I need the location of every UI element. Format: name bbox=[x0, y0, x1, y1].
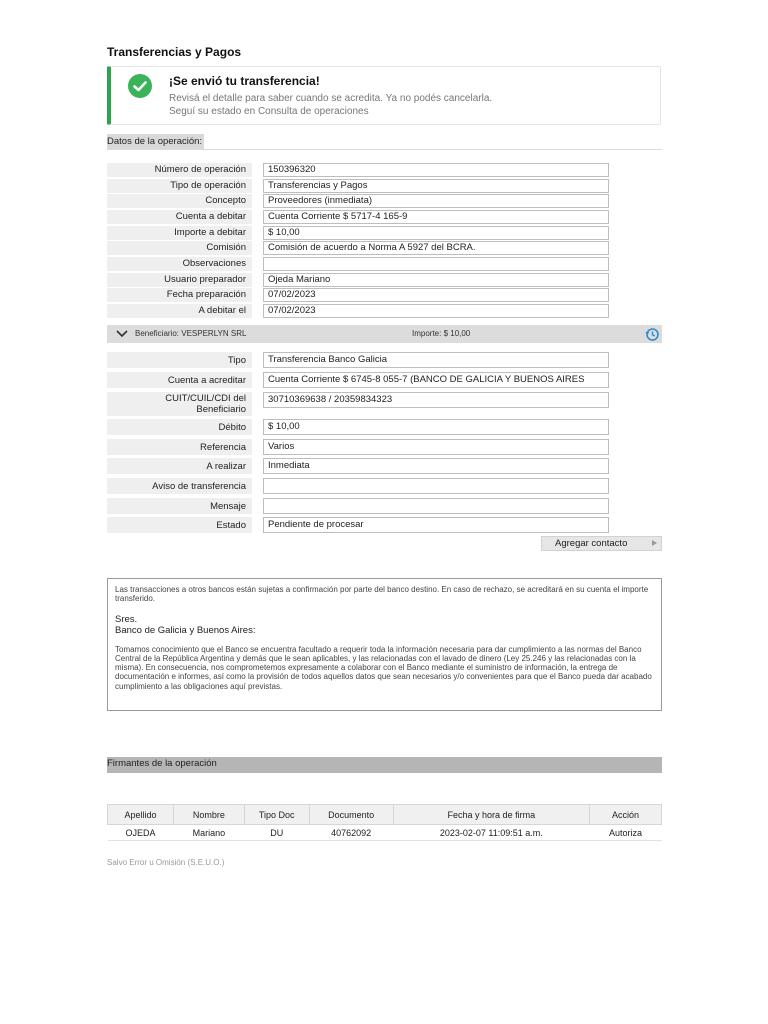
operation-section-header bbox=[107, 131, 662, 150]
arrow-right-icon bbox=[652, 540, 657, 546]
beneficiary-field-label-text: Aviso de transferencia bbox=[152, 480, 246, 492]
cell-accion: Autoriza bbox=[590, 825, 662, 841]
beneficiary-field-label bbox=[107, 392, 252, 416]
beneficiary-field-label-text: A realizar bbox=[206, 460, 246, 472]
notice-salutation: Sres. bbox=[115, 613, 138, 625]
col-apellido: Apellido bbox=[108, 805, 174, 825]
field-value: Proveedores (inmediata) bbox=[263, 194, 609, 208]
cell-nombre: Mariano bbox=[173, 825, 244, 841]
beneficiary-field-label bbox=[107, 439, 252, 455]
col-tipo-doc: Tipo Doc bbox=[244, 805, 309, 825]
beneficiary-field-value: Inmediata bbox=[263, 458, 609, 474]
field-label: Tipo de operación bbox=[107, 179, 252, 193]
beneficiary-field-value: Pendiente de procesar bbox=[263, 517, 609, 533]
field-label: Importe a debitar bbox=[107, 226, 252, 240]
beneficiary-bar[interactable] bbox=[107, 325, 662, 343]
field-label: Comisión bbox=[107, 241, 252, 255]
field-value: Cuenta Corriente $ 5717-4 165-9 bbox=[263, 210, 609, 224]
field-value: Comisión de acuerdo a Norma A 5927 del BCRA. bbox=[263, 241, 609, 255]
signers-section-title: Firmantes de la operación bbox=[107, 758, 217, 769]
cell-tipo-doc: DU bbox=[244, 825, 309, 841]
add-contact-label: Agregar contacto bbox=[555, 538, 628, 549]
signers-section-header bbox=[107, 757, 662, 773]
alert-status-link[interactable]: Seguí su estado en Consulta de operaciones bbox=[169, 106, 369, 117]
field-label: Número de operación bbox=[107, 163, 252, 177]
beneficiary-field-label bbox=[107, 498, 252, 514]
notice-confirmation-text: Las transacciones a otros bancos están sujetas a confirmación por parte del banco destino. En caso de rechazo, se acreditará en su cuenta el importe transferido. bbox=[115, 585, 649, 604]
beneficiary-field-label bbox=[107, 458, 252, 474]
notice-bank-name: Banco de Galicia y Buenos Aires: bbox=[115, 624, 256, 636]
col-accion: Acción bbox=[590, 805, 662, 825]
field-label: Observaciones bbox=[107, 257, 252, 271]
beneficiary-field-label-text: Mensaje bbox=[210, 500, 246, 512]
chevron-down-icon[interactable] bbox=[115, 328, 129, 340]
beneficiary-field-label bbox=[107, 352, 252, 368]
beneficiary-field-label bbox=[107, 517, 252, 533]
beneficiary-field-value bbox=[263, 498, 609, 514]
cell-apellido: OJEDA bbox=[108, 825, 174, 841]
beneficiary-field-label-text: Tipo bbox=[227, 354, 246, 366]
beneficiary-field-label-text: Cuenta a acreditar bbox=[167, 374, 246, 386]
table-header-row bbox=[108, 805, 662, 825]
cell-documento: 40762092 bbox=[309, 825, 393, 841]
beneficiary-field-label bbox=[107, 419, 252, 435]
notice-compliance-text: Tomamos conocimiento que el Banco se encuentra facultado a requerir toda la información necesaria para dar cumplimiento a las normas del Banco Central de la República Argentina y demás que le sean aplicables, y las relacionadas con el lavado de dinero (Ley 25.246 y las relacionadas con la misma). En consecuencia, nos comprometemos expresamente a colaborar con el Banco mediante el suministro de información, la entrega de documentación e informes, así como la provisión de todos aquellos datos que sean necesarios y/o convenientes para que el Banco pueda dar acabado cumplimiento a las obligaciones aquí previstas. bbox=[115, 644, 652, 691]
beneficiary-field-label-text: Débito bbox=[218, 421, 246, 433]
beneficiary-amount: Importe: $ 10,00 bbox=[412, 329, 471, 338]
field-value: 07/02/2023 bbox=[263, 304, 609, 318]
beneficiary-field-label bbox=[107, 372, 252, 388]
field-label: A debitar el bbox=[107, 304, 252, 318]
seuo-footer: Salvo Error u Omisión (S.E.U.O.) bbox=[107, 858, 225, 867]
check-circle-icon bbox=[128, 74, 152, 98]
page-title: Transferencias y Pagos bbox=[107, 45, 242, 59]
field-label: Concepto bbox=[107, 194, 252, 208]
field-value: Ojeda Mariano bbox=[263, 273, 609, 287]
beneficiary-field-value: $ 10,00 bbox=[263, 419, 609, 435]
legal-notice bbox=[107, 578, 662, 711]
success-alert bbox=[107, 66, 661, 125]
history-icon[interactable] bbox=[644, 326, 660, 342]
field-value: Transferencias y Pagos bbox=[263, 179, 609, 193]
alert-detail: Revisá el detalle para saber cuando se acredita. Ya no podés cancelarla. bbox=[169, 93, 493, 104]
add-contact-button[interactable] bbox=[541, 536, 662, 551]
field-label: Fecha preparación bbox=[107, 288, 252, 302]
beneficiary-field-value: 30710369638 / 20359834323 bbox=[263, 392, 609, 408]
beneficiary-field-label-text: CUIT/CUIL/CDI del Beneficiario bbox=[165, 393, 246, 415]
field-label: Cuenta a debitar bbox=[107, 210, 252, 224]
beneficiary-field-label-text: Referencia bbox=[200, 441, 246, 453]
cell-fecha-firma: 2023-02-07 11:09:51 a.m. bbox=[393, 825, 590, 841]
beneficiary-field-value: Varios bbox=[263, 439, 609, 455]
field-label: Usuario preparador bbox=[107, 273, 252, 287]
field-value: $ 10,00 bbox=[263, 226, 609, 240]
signers-table bbox=[107, 804, 662, 841]
col-nombre: Nombre bbox=[173, 805, 244, 825]
beneficiary-name: Beneficiario: VESPERLYN SRL bbox=[135, 329, 247, 338]
beneficiary-field-label-text: Estado bbox=[216, 519, 246, 531]
beneficiary-field-value: Transferencia Banco Galicia bbox=[263, 352, 609, 368]
field-value: 150396320 bbox=[263, 163, 609, 177]
table-row bbox=[108, 825, 662, 841]
beneficiary-field-value: Cuenta Corriente $ 6745-8 055-7 (BANCO DE GALICIA Y BUENOS AIRES bbox=[263, 372, 609, 388]
alert-title: ¡Se envió tu transferencia! bbox=[169, 74, 320, 88]
col-documento: Documento bbox=[309, 805, 393, 825]
field-value: 07/02/2023 bbox=[263, 288, 609, 302]
col-fecha-firma: Fecha y hora de firma bbox=[393, 805, 590, 825]
field-value bbox=[263, 257, 609, 271]
beneficiary-field-label bbox=[107, 478, 252, 494]
beneficiary-field-value bbox=[263, 478, 609, 494]
section-title: Datos de la operación: bbox=[107, 136, 203, 147]
